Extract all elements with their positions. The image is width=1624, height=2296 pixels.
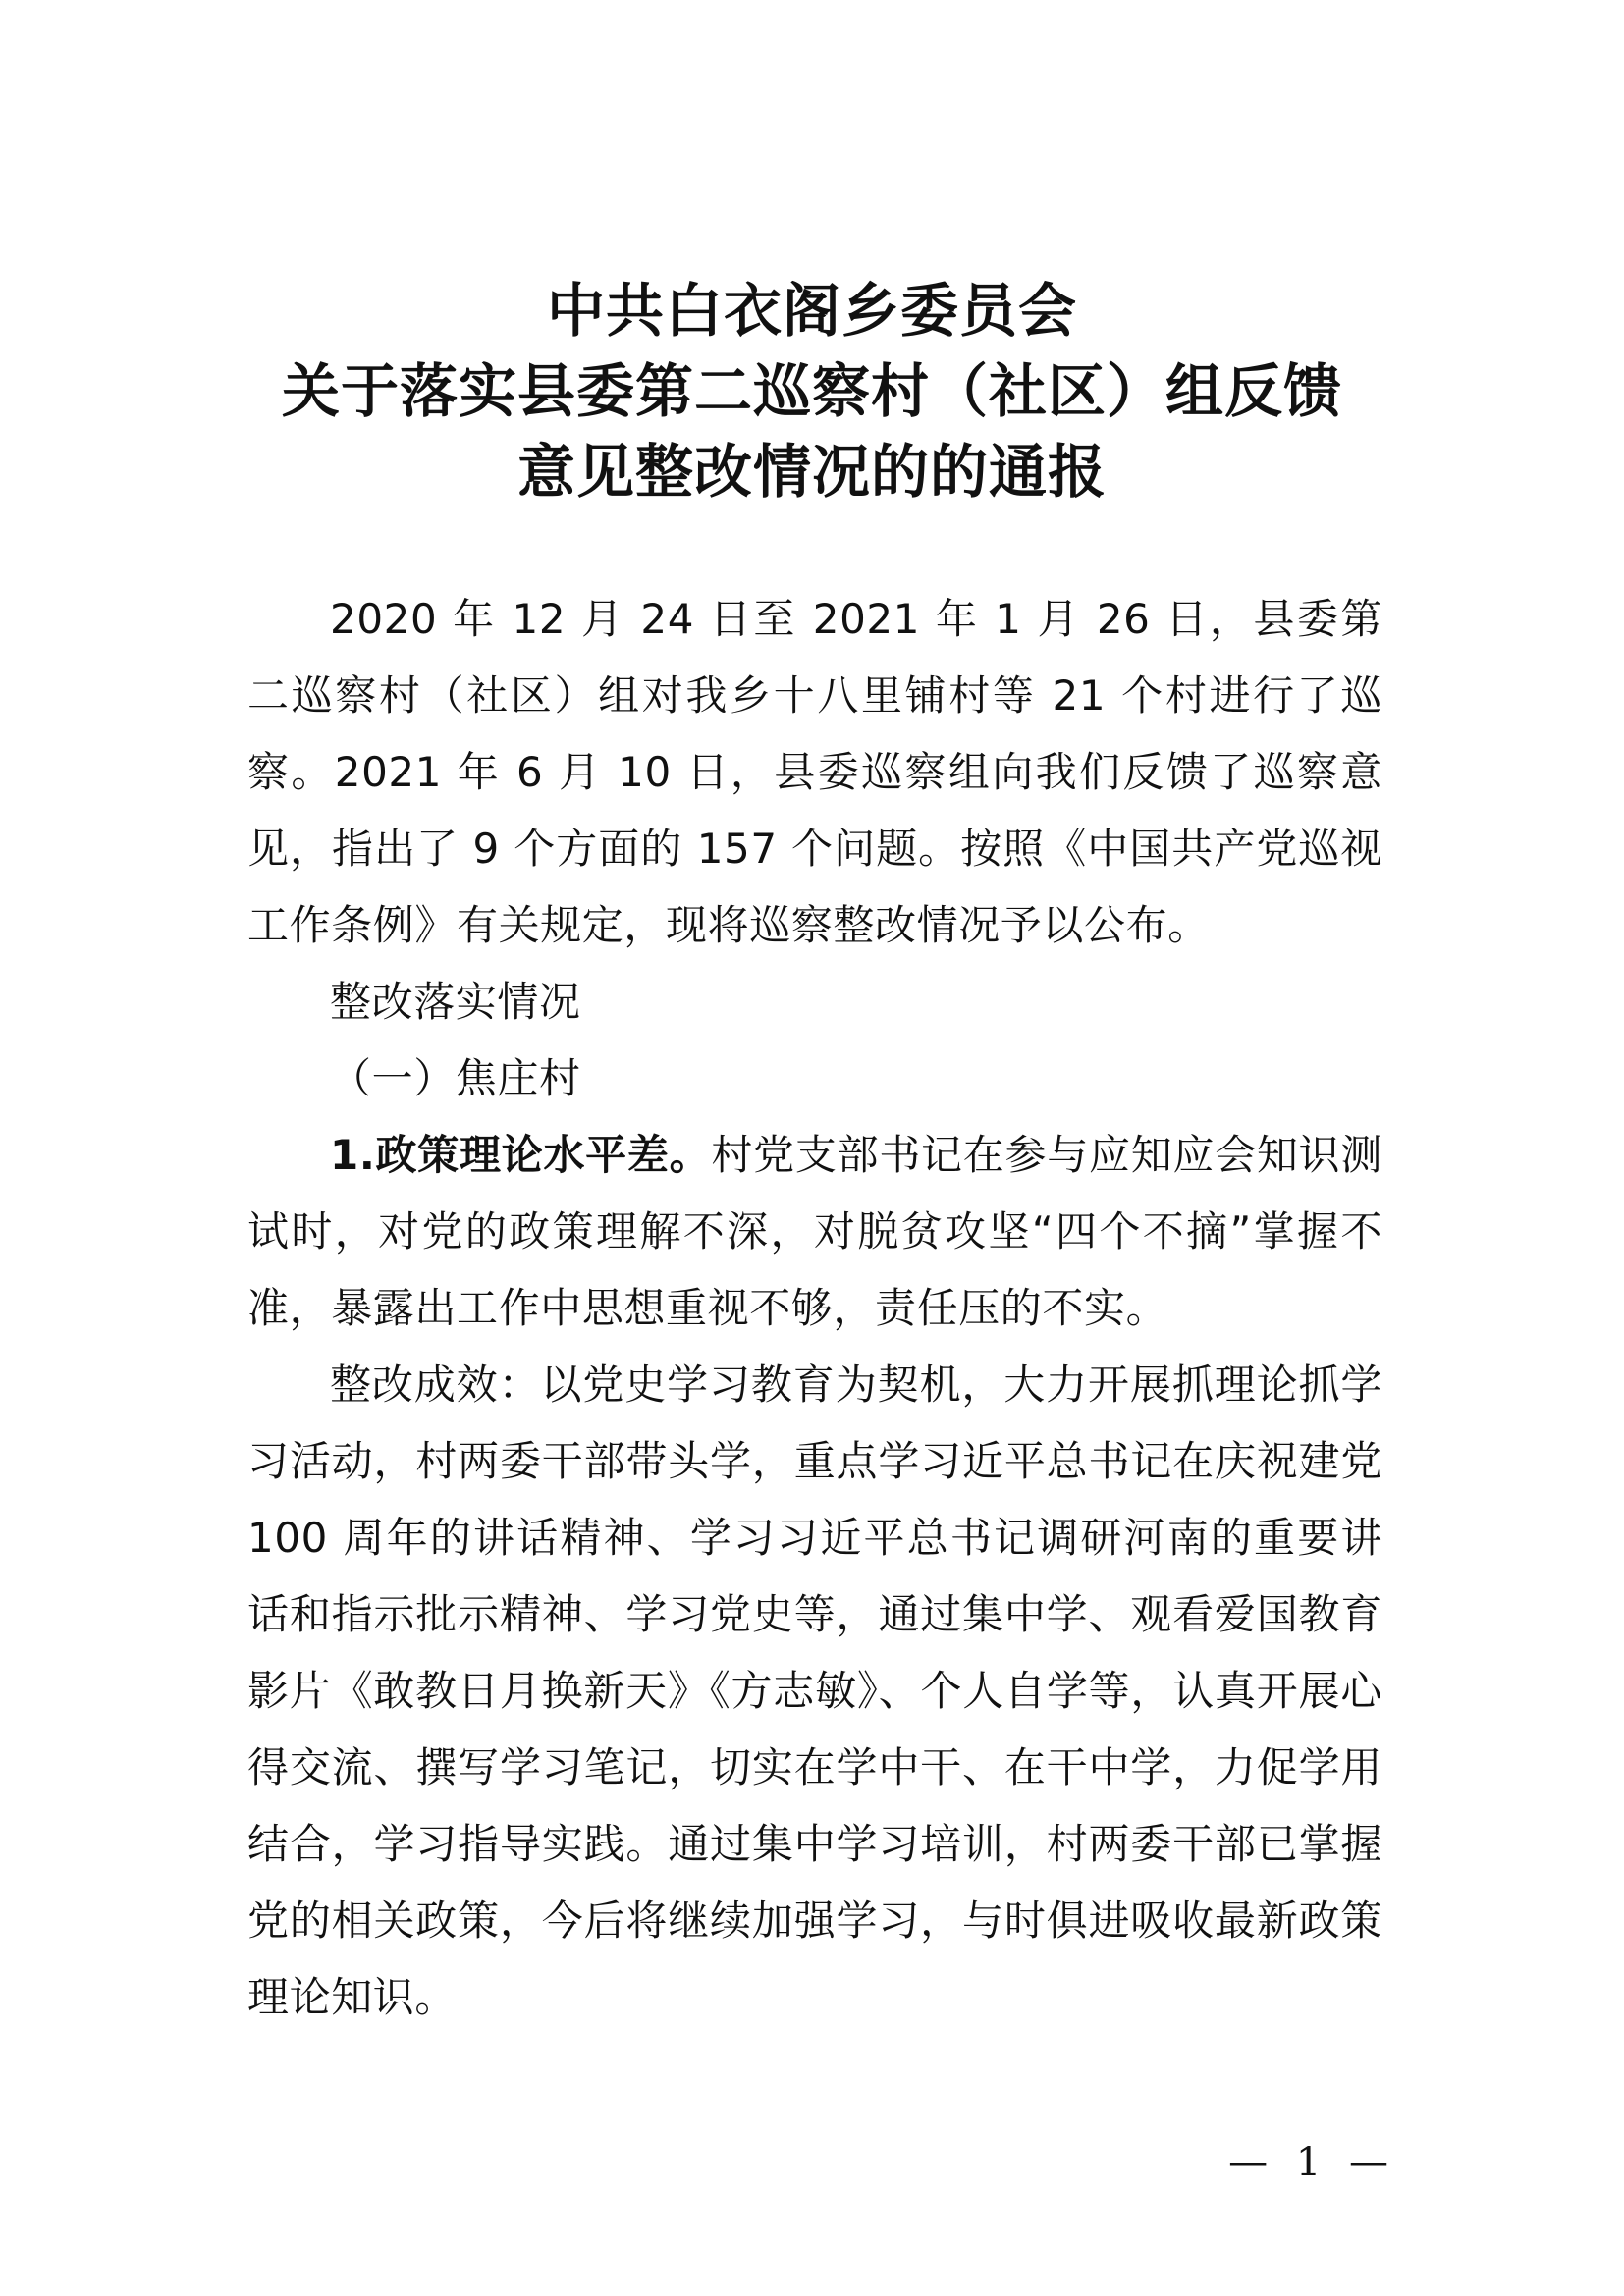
section-heading: 整改落实情况 [330,978,581,1026]
title-line-1: 中共白衣阁乡委员会 [546,277,1077,345]
issue-paragraph [247,1117,1382,1347]
page-number: — 1 — [1228,2140,1396,2185]
intro-paragraph: 2020 年 12 月 24 日至 2021 年 1 月 26 日，县委第二巡察村（社区）组对我乡十八里铺村等 21 个村进行了巡察。2021 年 6 月 10 日，县委巡察组向我们反馈了巡察意见，指出了 9 个方面的 157 个问题。按照《中国共产党巡视工作条例》有关规定，现将巡察整改情况予以公布。 [247,595,1382,949]
document-body [247,581,1382,2036]
issue-lead: 1.政策理论水平差。 [330,1131,712,1179]
title-line-3: 意见整改情况的的通报 [516,438,1107,506]
subsection-heading: （一）焦庄村 [330,1054,581,1102]
document-title [0,271,1624,512]
result-paragraph: 整改成效：以党史学习教育为契机，大力开展抓理论抓学习活动，村两委干部带头学，重点学习近平总书记在庆祝建党 100 周年的讲话精神、学习习近平总书记调研河南的重要讲话和指示批示精神、学习党史等，通过集中学、观看爱国教育影片《敢教日月换新天》《方志敏》、个人自学等，认真开展心得交流、撰写学习笔记，切实在学中干、在干中学，力促学用结合，学习指导实践。通过集中学习培训，村两委干部已掌握党的相关政策，今后将继续加强学习，与时俱进吸收最新政策理论知识。 [247,1361,1382,2021]
title-line-2: 关于落实县委第二巡察村（社区）组反馈 [281,357,1342,425]
issue-text: 村党支部书记在参与应知应会知识测试时，对党的政策理解不深，对脱贫攻坚“四个不摘”掌握不准，暴露出工作中思想重视不够，责任压的不实。 [247,1131,1382,1332]
